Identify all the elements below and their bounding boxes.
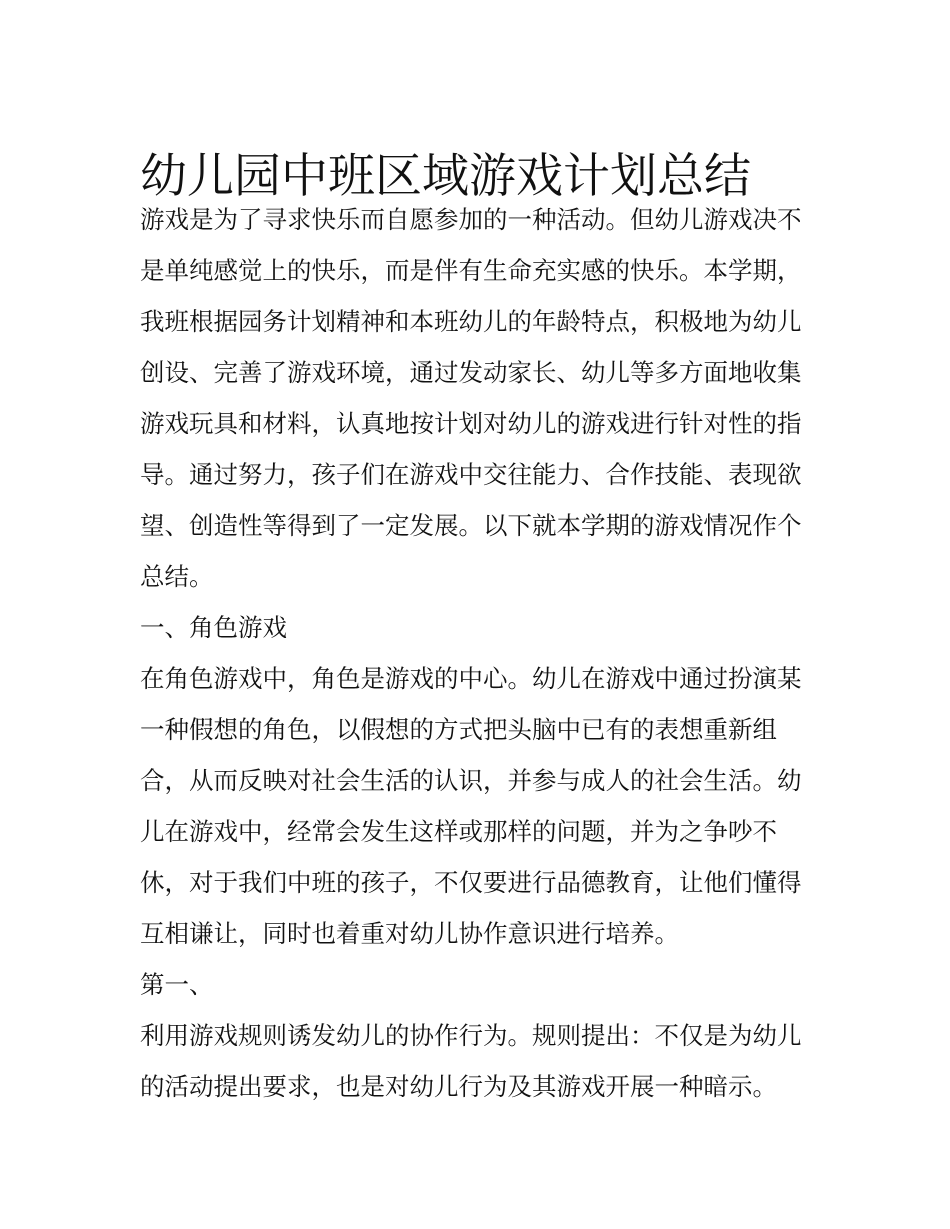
section-heading: 一、角色游戏 xyxy=(140,613,287,642)
body-line: 望、创造性等得到了一定发展。以下就本学期的游戏情况作个 xyxy=(140,511,802,540)
subsection-heading: 第一、 xyxy=(140,970,214,999)
body-line: 儿在游戏中，经常会发生这样或那样的问题，并为之争吵不 xyxy=(140,817,777,846)
body-line: 游戏是为了寻求快乐而自愿参加的一种活动。但幼儿游戏决不 xyxy=(140,205,802,234)
body-line: 游戏玩具和材料，认真地按计划对幼儿的游戏进行针对性的指 xyxy=(140,409,802,438)
body-line: 创设、完善了游戏环境，通过发动家长、幼儿等多方面地收集 xyxy=(140,358,802,387)
body-line: 总结。 xyxy=(140,562,214,591)
body-line: 的活动提出要求，也是对幼儿行为及其游戏开展一种暗示。 xyxy=(140,1072,777,1101)
body-line: 一种假想的角色，以假想的方式把头脑中已有的表想重新组 xyxy=(140,715,777,744)
body-line: 利用游戏规则诱发幼儿的协作行为。规则提出：不仅是为幼儿 xyxy=(140,1021,802,1050)
body-line: 休，对于我们中班的孩子，不仅要进行品德教育，让他们懂得 xyxy=(140,868,802,897)
body-line: 合，从而反映对社会生活的认识，并参与成人的社会生活。幼 xyxy=(140,766,802,795)
body-line: 在角色游戏中，角色是游戏的中心。幼儿在游戏中通过扮演某 xyxy=(140,664,802,693)
body-line: 是单纯感觉上的快乐，而是伴有生命充实感的快乐。本学期， xyxy=(140,256,802,285)
document-title: 幼儿园中班区域游戏计划总结 xyxy=(140,149,751,205)
body-line: 互相谦让，同时也着重对幼儿协作意识进行培养。 xyxy=(140,919,679,948)
body-line: 导。通过努力，孩子们在游戏中交往能力、合作技能、表现欲 xyxy=(140,460,802,489)
body-line: 我班根据园务计划精神和本班幼儿的年龄特点，积极地为幼儿 xyxy=(140,307,802,336)
